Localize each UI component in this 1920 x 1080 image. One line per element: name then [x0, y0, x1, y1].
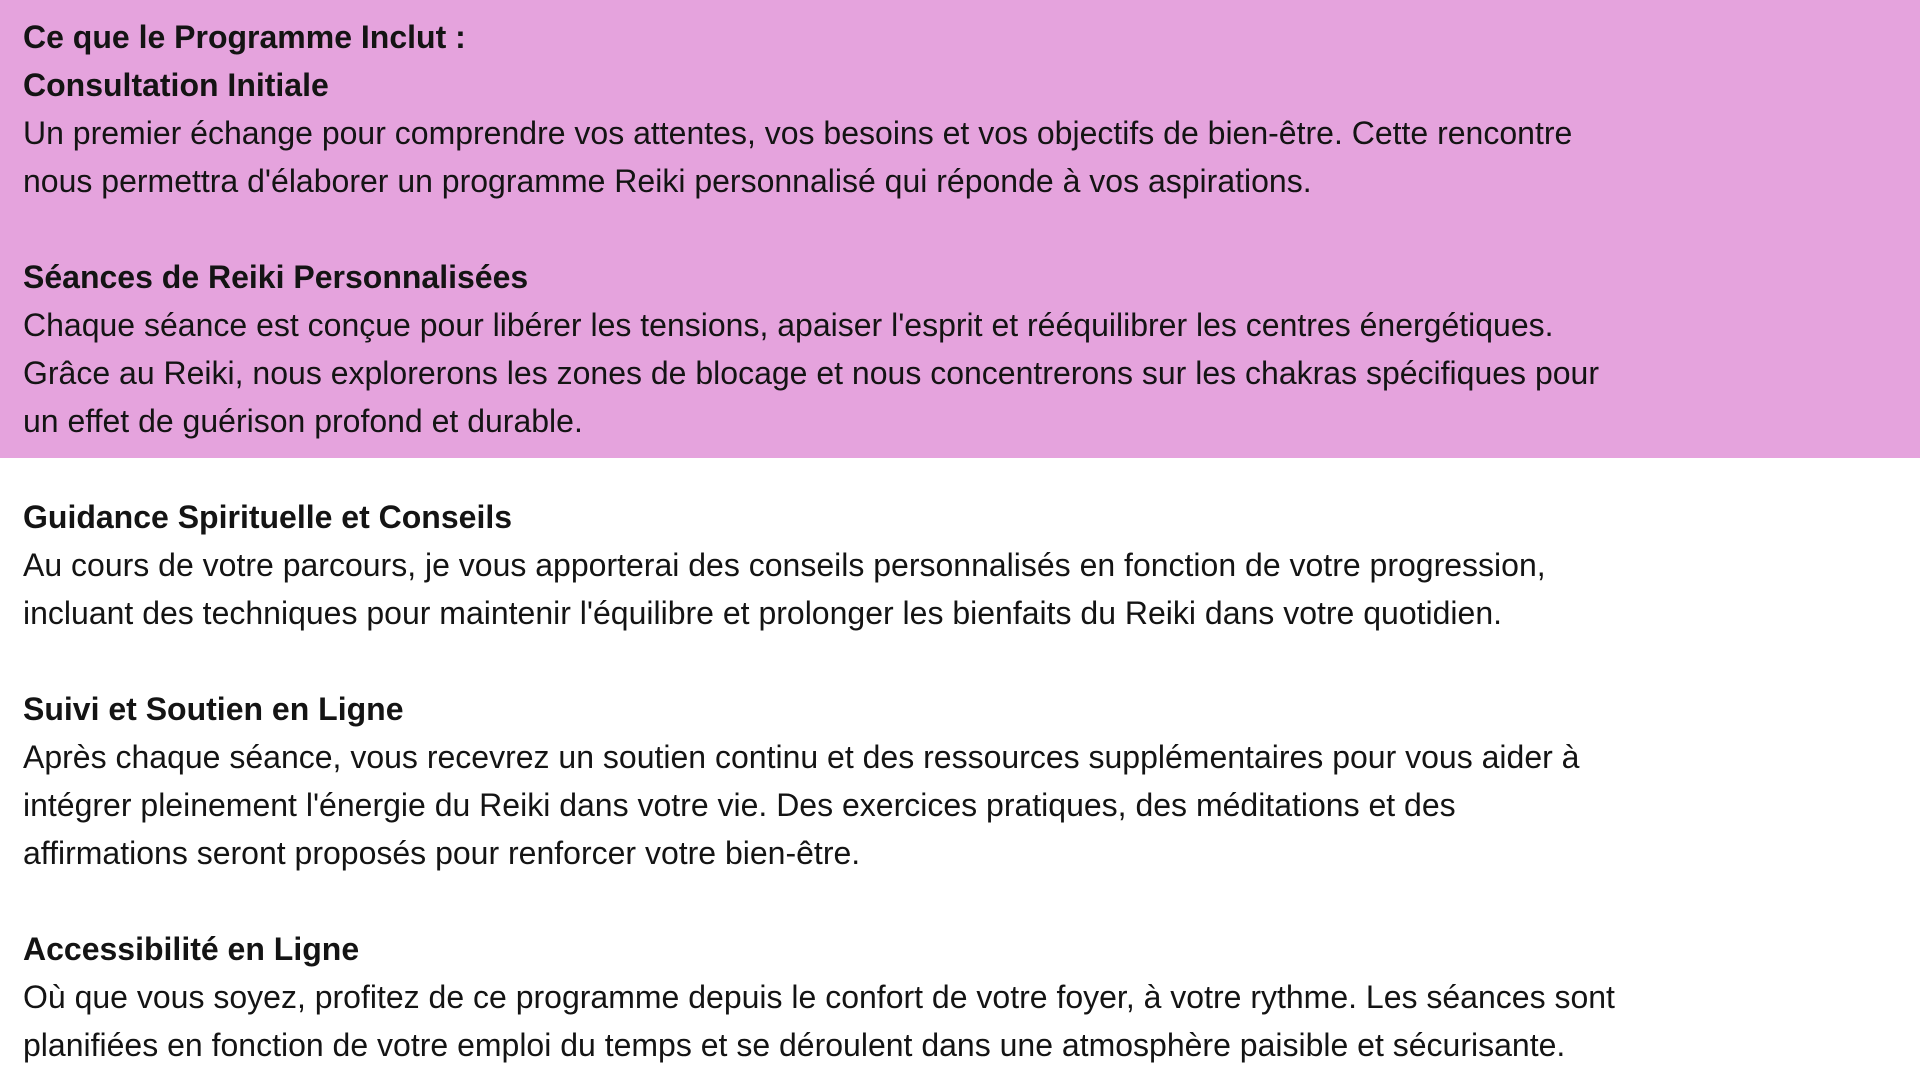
- section-text-line: Un premier échange pour comprendre vos attentes, vos besoins et vos objectifs de bien-être. Cette rencontre: [23, 115, 1573, 151]
- section-title: Consultation Initiale: [23, 67, 329, 103]
- section-accessibilite: [23, 925, 1893, 1069]
- section-text-line: Après chaque séance, vous recevrez un soutien continu et des ressources supplémentaires pour vous aider à: [23, 739, 1580, 775]
- spacer: [23, 445, 1893, 493]
- section-title: Accessibilité en Ligne: [23, 931, 360, 967]
- section-suivi-soutien: [23, 685, 1893, 877]
- document-body: [23, 13, 1893, 1069]
- section-text-line: Où que vous soyez, profitez de ce programme depuis le confort de votre foyer, à votre rythme. Les séances sont: [23, 979, 1615, 1015]
- section-title: Guidance Spirituelle et Conseils: [23, 499, 513, 535]
- section-consultation-initiale: [23, 61, 1893, 205]
- section-seances-reiki: [23, 253, 1893, 445]
- spacer: [23, 877, 1893, 925]
- section-text-line: Au cours de votre parcours, je vous apporterai des conseils personnalisés en fonction de votre progression,: [23, 547, 1546, 583]
- spacer: [23, 637, 1893, 685]
- section-text-line: Grâce au Reiki, nous explorerons les zones de blocage et nous concentrerons sur les chakras spécifiques pour: [23, 355, 1599, 391]
- page-heading: Ce que le Programme Inclut :: [23, 19, 466, 55]
- section-title: Suivi et Soutien en Ligne: [23, 691, 404, 727]
- section-text-line: affirmations seront proposés pour renforcer votre bien-être.: [23, 835, 861, 871]
- section-text-line: incluant des techniques pour maintenir l'équilibre et prolonger les bienfaits du Reiki dans votre quotidien.: [23, 595, 1502, 631]
- section-guidance-spirituelle: [23, 493, 1893, 637]
- section-text-line: un effet de guérison profond et durable.: [23, 403, 583, 439]
- spacer: [23, 205, 1893, 253]
- section-text-line: intégrer pleinement l'énergie du Reiki dans votre vie. Des exercices pratiques, des méditations et des: [23, 787, 1456, 823]
- section-text-line: Chaque séance est conçue pour libérer les tensions, apaiser l'esprit et rééquilibrer les centres énergétiques.: [23, 307, 1554, 343]
- section-title: Séances de Reiki Personnalisées: [23, 259, 529, 295]
- section-text-line: nous permettra d'élaborer un programme Reiki personnalisé qui réponde à vos aspirations.: [23, 163, 1312, 199]
- section-text-line: planifiées en fonction de votre emploi du temps et se déroulent dans une atmosphère paisible et sécurisante.: [23, 1027, 1566, 1063]
